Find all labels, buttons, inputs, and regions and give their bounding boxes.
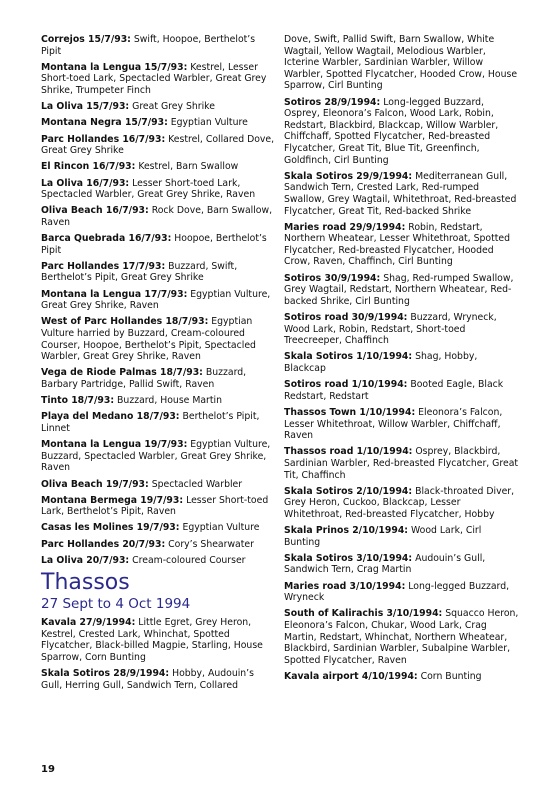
sighting-entry	[284, 581, 520, 604]
entry-location-date: Correjos 15/7/93:	[41, 34, 131, 45]
sighting-entry	[284, 34, 520, 92]
entry-species-list: Buzzard, Swift, Berthelot’s Pipit, Great Grey Shrike	[41, 260, 238, 284]
sighting-entry	[41, 668, 277, 691]
entry-location-date: Skala Sotiros 29/9/1994:	[284, 170, 413, 182]
sighting-entry	[284, 222, 520, 268]
sighting-entry	[284, 273, 520, 308]
entry-species-list: Dove, Swift, Pallid Swift, Barn Swallow, White Wagtail, Yellow Wagtail, Melodious Warbler, Icterine Warbler, Sardinian Warbler, Willow Warbler, Spotted Flycatcher, Hooded Crow, House Sparrow, Cirl Bunting	[284, 34, 518, 92]
entry-species-list: Robin, Redstart, Northern Wheatear, Lesser Whitethroat, Spotted Flycatcher, Red-breasted Flycatcher, Hooded Crow, Raven, Chaffinch, Cirl Bunting	[284, 221, 510, 268]
sighting-entry	[41, 205, 277, 228]
sighting-entry	[284, 671, 520, 683]
entry-species-list: Booted Eagle, Black Redstart, Redstart	[284, 379, 504, 402]
sighting-entry	[41, 411, 277, 434]
entry-location-date: Maries road 29/9/1994:	[284, 221, 406, 233]
entry-species-list: Cory’s Shearwater	[168, 538, 254, 550]
sighting-entry	[284, 486, 520, 521]
entry-species-list: Shag, Hobby, Blackcap	[284, 351, 478, 374]
sighting-entry	[41, 539, 277, 551]
right-column	[284, 34, 520, 687]
entry-location-date: Parc Hollandes 17/7/93:	[41, 260, 166, 272]
sighting-entry	[41, 34, 277, 57]
entry-species-list: Mediterranean Gull, Sandwich Tern, Crested Lark, Red-rumped Swallow, Grey Wagtail, Whitethroat, Red-breasted Flycatcher, Great Tit, Red-backed Shrike	[284, 170, 517, 217]
entry-species-list: Berthelot’s Pipit, Linnet	[41, 411, 260, 434]
entry-species-list: Corn Bunting	[420, 671, 482, 682]
entry-species-list: Spectacled Warbler	[151, 478, 243, 490]
sighting-entry	[284, 608, 520, 666]
sighting-entry	[41, 617, 277, 663]
sighting-entry	[41, 555, 277, 567]
entry-location-date: Sotiros road 1/10/1994:	[284, 379, 408, 391]
entry-location-date: Tinto 18/7/93:	[41, 395, 115, 407]
entry-species-list: Osprey, Blackbird, Sardinian Warbler, Red-breasted Flycatcher, Great Tit, Chaffinch	[284, 446, 519, 481]
sighting-entry	[284, 553, 520, 576]
sighting-entry	[41, 316, 277, 362]
entry-location-date: Montana Negra 15/7/93:	[41, 117, 168, 129]
sighting-entry	[284, 312, 520, 347]
sighting-entry	[41, 479, 277, 491]
entry-location-date: La Oliva 15/7/93:	[41, 101, 130, 113]
entry-species-list: Great Grey Shrike	[132, 101, 215, 113]
section-title: Thassos	[41, 570, 130, 596]
entry-location-date: El Rincon 16/7/93:	[41, 161, 136, 173]
sighting-entry	[41, 261, 277, 284]
left-column	[41, 34, 277, 696]
entry-location-date: La Oliva 16/7/93:	[41, 177, 130, 189]
sighting-entry	[284, 525, 520, 548]
sighting-entry	[41, 495, 277, 518]
entry-species-list: Swift, Hoopoe, Berthelot’s Pipit	[41, 34, 256, 57]
entry-location-date: La Oliva 20/7/93:	[41, 554, 130, 566]
entry-location-date: Sotiros road 30/9/1994:	[284, 312, 408, 324]
entry-species-list: Lesser Short-toed Lark, Spectacled Warbler, Great Grey Shrike, Raven	[41, 177, 256, 201]
entry-species-list: Eleonora’s Falcon, Lesser Whitethroat, Willow Warbler, Chiffchaff, Raven	[284, 406, 503, 442]
entry-location-date: Skala Sotiros 2/10/1994:	[284, 485, 413, 497]
entry-species-list: Egyptian Vulture, Buzzard, Spectacled Warbler, Great Grey Shrike, Raven	[41, 439, 271, 474]
entry-species-list: Long-legged Buzzard, Wryneck	[284, 580, 510, 604]
entry-location-date: Maries road 3/10/1994:	[284, 580, 406, 592]
sighting-entry	[284, 446, 520, 481]
sighting-list	[41, 617, 277, 691]
entry-location-date: Montana la Lengua 17/7/93:	[41, 288, 188, 300]
sighting-entry	[41, 233, 277, 256]
sighting-entry	[284, 351, 520, 374]
sighting-entry	[41, 395, 277, 407]
sighting-entry	[284, 171, 520, 217]
entry-location-date: Oliva Beach 19/7/93:	[41, 478, 149, 490]
entry-location-date: Parc Hollandes 16/7/93:	[41, 133, 166, 145]
entry-species-list: Kestrel, Barn Swallow	[138, 161, 239, 173]
entry-location-date: Thassos road 1/10/1994:	[284, 446, 413, 458]
entry-species-list: Buzzard, Barbary Partridge, Pallid Swift, Raven	[41, 367, 247, 390]
entry-location-date: Montana Bermega 19/7/93:	[41, 494, 184, 506]
entry-species-list: Shag, Red-rumped Swallow, Grey Wagtail, Redstart, Northern Wheatear, Red-backed Shrike, Cirl Bunting	[284, 272, 514, 307]
page-number: 19	[41, 764, 55, 775]
sighting-entry	[41, 289, 277, 312]
sighting-list	[41, 34, 277, 566]
entry-species-list: Kestrel, Collared Dove, Great Grey Shrike	[41, 133, 275, 157]
sighting-entry	[41, 367, 277, 390]
entry-species-list: Lesser Short-toed Lark, Berthelot’s Pipit, Raven	[41, 494, 269, 518]
entry-location-date: Montana la Lengua 19/7/93:	[41, 439, 188, 451]
entry-location-date: Vega de Riode Palmas 18/7/93:	[41, 367, 203, 379]
entry-species-list: Egyptian Vulture, Great Grey Shrike, Raven	[41, 288, 271, 312]
sighting-entry	[284, 407, 520, 442]
entry-location-date: Sotiros 30/9/1994:	[284, 272, 381, 284]
entry-species-list: Black-throated Diver, Grey Heron, Cuckoo, Blackcap, Lesser Whitethroat, Red-breasted Flycatcher, Hobby	[284, 485, 515, 520]
sighting-entry	[41, 62, 277, 97]
entry-species-list: Egyptian Vulture	[170, 117, 248, 129]
entry-species-list: Buzzard, House Martin	[117, 395, 222, 407]
entry-location-date: Casas les Molines 19/7/93:	[41, 522, 180, 534]
sighting-entry	[41, 161, 277, 173]
sighting-entry	[284, 379, 520, 402]
entry-location-date: West of Parc Hollandes 18/7/93:	[41, 316, 209, 328]
entry-species-list: Cream-coloured Courser	[132, 554, 246, 566]
entry-species-list: Buzzard, Wryneck, Wood Lark, Robin, Redstart, Short-toed Treecreeper, Chaffinch	[284, 312, 497, 347]
entry-location-date: Skala Prinos 2/10/1994:	[284, 525, 409, 537]
entry-location-date: Barca Quebrada 16/7/93:	[41, 233, 172, 245]
entry-species-list: Egyptian Vulture harried by Buzzard, Cream-coloured Courser, Hoopoe, Berthelot’s Pipit, Spectacled Warbler, Great Grey Shrike, Raven	[41, 316, 256, 363]
entry-species-list: Rock Dove, Barn Swallow, Raven	[41, 205, 273, 228]
entry-location-date: Skala Sotiros 28/9/1994:	[41, 668, 170, 679]
entry-species-list: Little Egret, Grey Heron, Kestrel, Crested Lark, Whinchat, Spotted Flycatcher, Black-billed Magpie, Starling, House Sparrow, Corn Bunting	[41, 617, 263, 663]
sighting-entry	[41, 178, 277, 201]
sighting-entry	[284, 97, 520, 167]
entry-location-date: Sotiros 28/9/1994:	[284, 96, 381, 108]
sighting-entry	[41, 101, 277, 113]
section-date-range: 27 Sept to 4 Oct 1994	[41, 596, 191, 613]
sighting-entry	[41, 522, 277, 534]
entry-location-date: Skala Sotiros 1/10/1994:	[284, 351, 413, 363]
entry-location-date: Oliva Beach 16/7/93:	[41, 205, 149, 217]
entry-species-list: Squacco Heron, Eleonora’s Falcon, Chukar, Wood Lark, Crag Martin, Redstart, Whinchat, Northern Wheatear, Blackbird, Sardinian Warbler, Subalpine Warbler, Spotted Flycatcher, Raven	[284, 608, 519, 666]
sighting-entry	[41, 134, 277, 157]
entry-location-date: Skala Sotiros 3/10/1994:	[284, 552, 413, 564]
entry-location-date: Montana la Lengua 15/7/93:	[41, 61, 188, 73]
entry-location-date: Kavala 27/9/1994:	[41, 617, 136, 629]
sighting-entry	[41, 117, 277, 129]
entry-location-date: Parc Hollandes 20/7/93:	[41, 538, 166, 550]
entry-species-list: Egyptian Vulture	[182, 522, 260, 534]
entry-species-list: Audouin’s Gull, Sandwich Tern, Crag Martin	[284, 552, 486, 576]
entry-species-list: Hobby, Audouin’s Gull, Herring Gull, Sandwich Tern, Collared	[41, 668, 254, 691]
entry-species-list: Kestrel, Lesser Short-toed Lark, Spectacled Warbler, Great Grey Shrike, Trumpeter Finch	[41, 61, 267, 96]
entry-species-list: Hoopoe, Berthelot’s Pipit	[41, 233, 267, 256]
entry-species-list: Wood Lark, Cirl Bunting	[284, 525, 482, 548]
entry-location-date: Playa del Medano 18/7/93:	[41, 411, 180, 423]
entry-location-date: South of Kalirachis 3/10/1994:	[284, 608, 443, 620]
entry-location-date: Kavala airport 4/10/1994:	[284, 671, 418, 682]
sighting-entry	[41, 439, 277, 474]
entry-species-list: Long-legged Buzzard, Osprey, Eleonora’s Falcon, Wood Lark, Robin, Redstart, Blackbird, Blackcap, Willow Warbler, Chiffchaff, Spotted Flycatcher, Red-breasted Flycatcher, Great Tit, Blue Tit, Greenfinch, Goldfinch, Cirl Bunting	[284, 96, 499, 166]
sighting-list	[284, 34, 520, 683]
entry-location-date: Thassos Town 1/10/1994:	[284, 406, 416, 418]
